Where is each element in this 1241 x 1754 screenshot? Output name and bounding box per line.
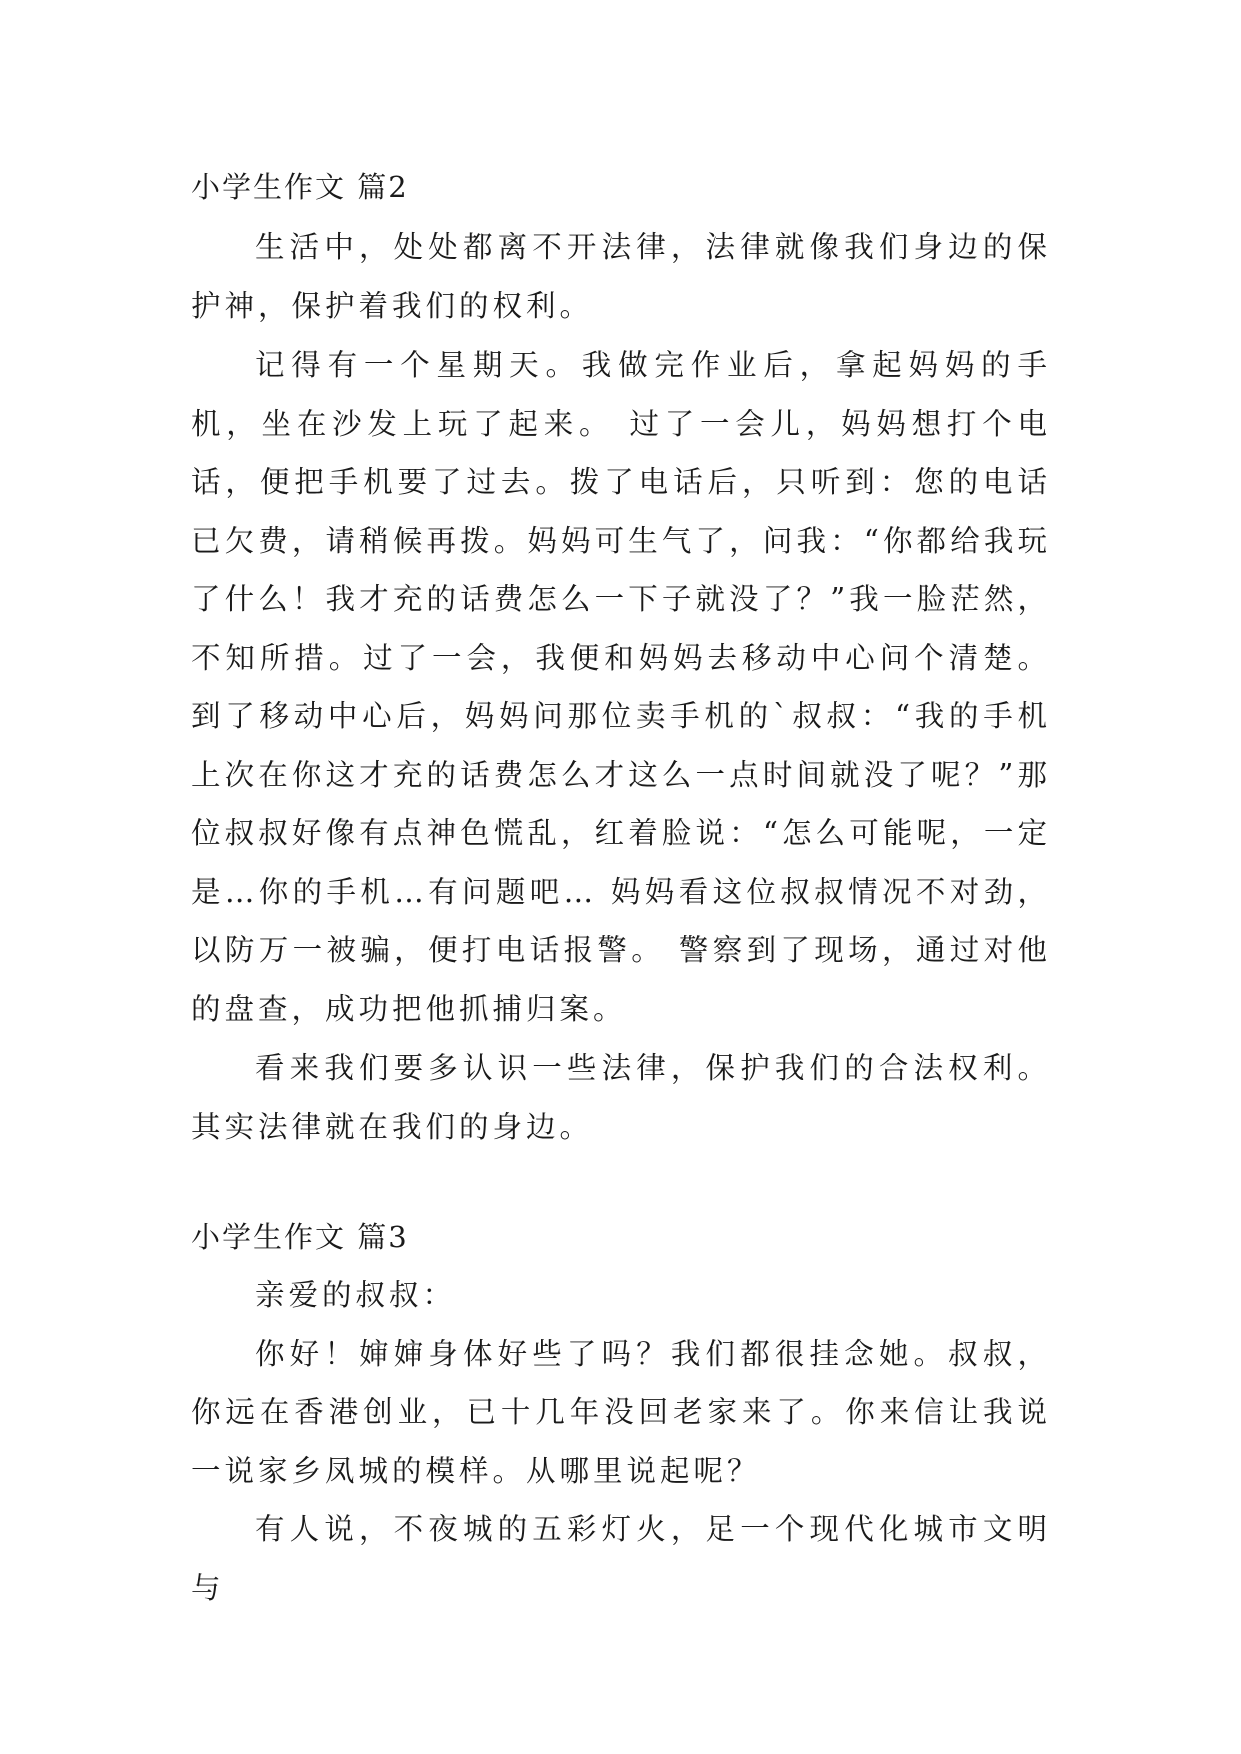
essay-paragraph: 生活中，处处都离不开法律，法律就像我们身边的保护神，保护着我们的权利。 xyxy=(191,230,1051,323)
essay-title: 小学生作文 篇2 xyxy=(191,170,409,204)
letter-salutation: 亲爱的叔叔： xyxy=(255,1278,457,1312)
essay-title: 小学生作文 篇3 xyxy=(191,1220,409,1254)
essay-paragraph: 你好！婶婶身体好些了吗？我们都很挂念她。叔叔，你远在香港创业，已十几年没回老家来了。你来信让我说一说家乡凤城的模样。从哪里说起呢？ xyxy=(191,1336,1051,1488)
essay-paragraph: 记得有一个星期天。我做完作业后，拿起妈妈的手机，坐在沙发上玩了起来。 过了一会儿，妈妈想打个电话，便把手机要了过去。拨了电话后，只听到：您的电话已欠费，请稍候再拨。妈妈可生气了，问我：“你都给我玩了什么！我才充的话费怎么一下子就没了？”我一脸茫然，不知所措。过了一会，我便和妈妈去移动中心问个清楚。到了移动中心后，妈妈问那位卖手机的`叔叔：“我的手机上次在你这才充的话费怎么才这么一点时间就没了呢？”那位叔叔好像有点神色慌乱，红着脸说：“怎么可能呢，一定是…你的手机…有问题吧… 妈妈看这位叔叔情况不对劲，以防万一被骗，便打电话报警。 警察到了现场，通过对他的盘查，成功把他抓捕归案。 xyxy=(191,348,1051,1026)
essay-paragraph: 看来我们要多认识一些法律，保护我们的合法权利。其实法律就在我们的身边。 xyxy=(191,1051,1051,1144)
essay-section-3 xyxy=(191,1208,1051,1617)
essay-paragraph: 有人说，不夜城的五彩灯火，足一个现代化城市文明与 xyxy=(191,1512,1051,1605)
essay-section-2 xyxy=(191,158,1051,1156)
